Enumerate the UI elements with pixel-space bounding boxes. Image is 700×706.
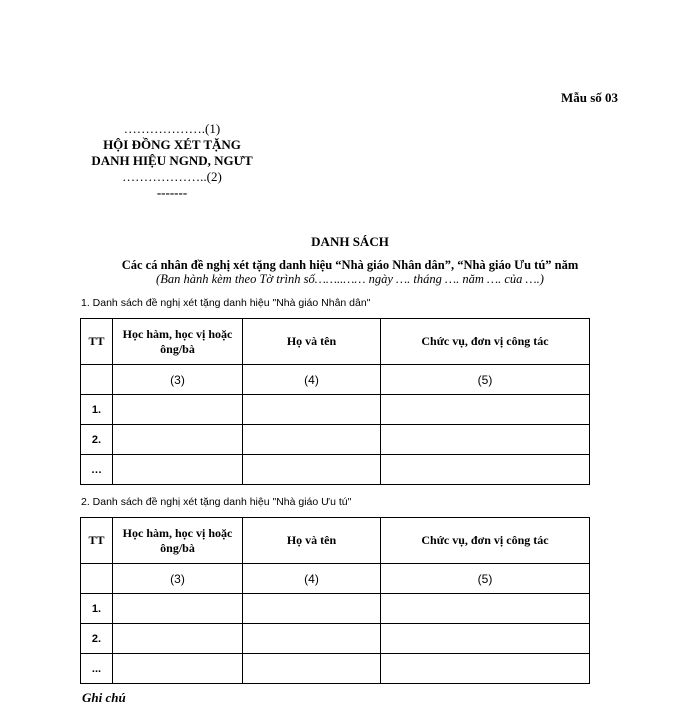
column-header-title: Học hàm, học vị hoặc ông/bà	[113, 319, 243, 365]
table-row	[81, 455, 590, 485]
council-name-line-2: DANH HIỆU NGND, NGƯT	[91, 153, 253, 168]
table-row	[81, 425, 590, 455]
column-number-tt	[81, 564, 113, 594]
cell-position	[381, 395, 590, 425]
cell-name	[243, 395, 381, 425]
row-index: 2.	[81, 425, 113, 455]
column-header-position: Chức vụ, đơn vị công tác	[381, 319, 590, 365]
row-index: ...	[81, 654, 113, 684]
column-number-row	[81, 564, 590, 594]
cell-name	[243, 594, 381, 624]
document-title: DANH SÁCH	[311, 234, 389, 249]
cell-title	[113, 425, 243, 455]
table-row	[81, 395, 590, 425]
council-placeholder-1: ……………….(1)	[123, 121, 221, 136]
cell-name	[243, 455, 381, 485]
row-index: 1.	[81, 594, 113, 624]
table-header-row	[81, 518, 590, 564]
cell-name	[243, 425, 381, 455]
column-header-title: Học hàm, học vị hoặc ông/bà	[113, 518, 243, 564]
row-index: 2.	[81, 624, 113, 654]
cell-position	[381, 455, 590, 485]
section-1-heading: 1. Danh sách đề nghị xét tặng danh hiệu "Nhà giáo Nhân dân"	[81, 297, 371, 309]
column-number-row	[81, 365, 590, 395]
document-subtitle: Các cá nhân đề nghị xét tặng danh hiệu “Nhà giáo Nhân dân”, “Nhà giáo Ưu tú” năm	[121, 258, 579, 272]
cell-title	[113, 395, 243, 425]
column-header-position: Chức vụ, đơn vị công tác	[381, 518, 590, 564]
column-header-tt: TT	[81, 518, 113, 564]
row-index: 1.	[81, 395, 113, 425]
council-name-line-1: HỘI ĐỒNG XÉT TẶNG	[103, 137, 241, 152]
nominee-table-ngut	[80, 517, 590, 684]
nominee-table-ngnd	[80, 318, 590, 485]
column-number-title: (3)	[113, 365, 243, 395]
cell-position	[381, 425, 590, 455]
table-row	[81, 594, 590, 624]
cell-position	[381, 654, 590, 684]
column-header-name: Họ và tên	[243, 319, 381, 365]
cell-position	[381, 624, 590, 654]
cell-title	[113, 455, 243, 485]
column-number-name: (4)	[243, 564, 381, 594]
column-header-tt: TT	[81, 319, 113, 365]
column-header-name: Họ và tên	[243, 518, 381, 564]
cell-position	[381, 594, 590, 624]
table-row	[81, 624, 590, 654]
column-number-position: (5)	[381, 365, 590, 395]
section-2-heading: 2. Danh sách đề nghị xét tặng danh hiệu "Nhà giáo Ưu tú"	[81, 496, 352, 508]
notes-label: Ghi chú	[82, 690, 126, 705]
document-note: (Ban hành kèm theo Tờ trình số……..…… ngày …. tháng …. năm …. của ….)	[156, 272, 544, 286]
table-row	[81, 654, 590, 684]
column-number-title: (3)	[113, 564, 243, 594]
row-index: …	[81, 455, 113, 485]
cell-title	[113, 654, 243, 684]
council-block	[72, 121, 272, 201]
cell-name	[243, 654, 381, 684]
column-number-position: (5)	[381, 564, 590, 594]
cell-title	[113, 624, 243, 654]
column-number-tt	[81, 365, 113, 395]
form-number: Mẫu số 03	[560, 90, 618, 105]
column-number-name: (4)	[243, 365, 381, 395]
table-header-row	[81, 319, 590, 365]
cell-name	[243, 624, 381, 654]
council-divider: -------	[156, 185, 188, 200]
council-placeholder-2: ………………..(2)	[122, 169, 222, 184]
cell-title	[113, 594, 243, 624]
